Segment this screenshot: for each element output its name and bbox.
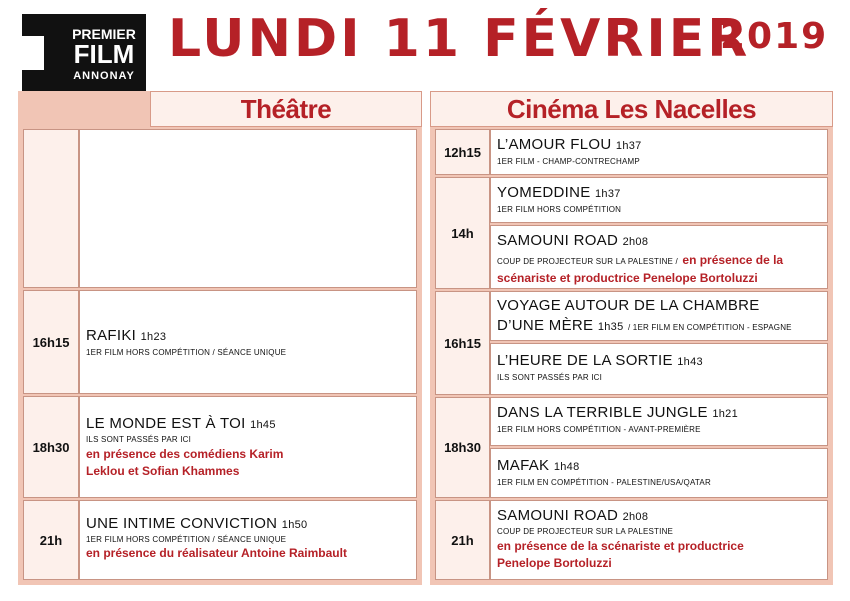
screening-entry	[79, 396, 417, 498]
film-info: 1ER FILM HORS COMPÉTITION	[497, 205, 622, 214]
film-info: 1ER FILM HORS COMPÉTITION / SÉANCE UNIQUE	[86, 535, 287, 544]
cinema-slot-time: 12h15	[435, 129, 490, 175]
film-title: L’HEURE DE LA SORTIE	[497, 352, 673, 369]
theatre-slot-empty	[79, 129, 417, 288]
cinema-slot-time: 16h15	[435, 291, 490, 395]
film-guest-note: en présence de la scénariste et productrice Penelope Bortoluzzi	[497, 253, 784, 285]
screening-entry	[490, 225, 828, 289]
film-duration: 1h23	[140, 331, 167, 343]
page-title: LUNDI 11 FÉVRIER	[168, 9, 751, 69]
cinema-slot-time: 21h	[435, 500, 490, 580]
logo-line-2: FILM	[73, 39, 135, 69]
theatre-header-label: Théâtre	[240, 94, 332, 124]
film-guest-note: en présence des comédiens Karim Leklou et Sofian Khammes	[86, 447, 284, 478]
film-info: COUP DE PROJECTEUR SUR LA PALESTINE /	[497, 257, 678, 266]
film-title: SAMOUNI ROAD	[497, 507, 619, 524]
theatre-header	[150, 91, 422, 127]
page-year: 2019	[720, 16, 829, 57]
logo-notch	[22, 36, 44, 70]
film-duration: 1h50	[281, 519, 308, 531]
film-duration: 1h21	[712, 408, 738, 420]
screening-entry	[490, 343, 828, 395]
film-guest-note: en présence du réalisateur Antoine Raimbault	[86, 546, 347, 560]
theatre-slot-time	[23, 129, 79, 288]
film-info: ILS SONT PASSÉS PAR ICI	[497, 373, 603, 382]
theatre-slot-time: 21h	[23, 500, 79, 580]
cinema-header-label: Cinéma Les Nacelles	[506, 94, 757, 124]
screening-entry	[490, 448, 828, 498]
film-title: SAMOUNI ROAD	[497, 232, 619, 249]
film-title: DANS LA TERRIBLE JUNGLE	[497, 404, 708, 421]
film-duration: 1h48	[553, 461, 580, 473]
cinema-slot-time: 18h30	[435, 397, 490, 498]
film-duration: 1h45	[250, 419, 276, 431]
film-title: MAFAK	[497, 457, 550, 474]
film-info: 1ER FILM HORS COMPÉTITION - AVANT-PREMIÈRE	[497, 425, 701, 434]
screening-entry	[490, 291, 828, 341]
screening-entry	[490, 397, 828, 446]
film-guest-note: en présence de la scénariste et productrice Penelope Bortoluzzi	[497, 539, 744, 570]
film-title: UNE INTIME CONVICTION	[86, 515, 278, 532]
film-duration: 2h08	[622, 236, 649, 248]
theatre-slot-time: 18h30	[23, 396, 79, 498]
film-info: 1ER FILM EN COMPÉTITION - PALESTINE/USA/QATAR	[497, 478, 711, 487]
film-title: LE MONDE EST À TOI	[86, 415, 246, 432]
screening-entry	[79, 290, 417, 394]
film-duration: 2h08	[622, 511, 649, 523]
screening-entry	[490, 500, 828, 580]
film-title: RAFIKI	[86, 327, 137, 344]
film-duration: 1h37	[615, 140, 642, 152]
film-info: 1ER FILM HORS COMPÉTITION / SÉANCE UNIQUE	[86, 348, 287, 357]
film-info: ILS SONT PASSÉS PAR ICI	[86, 435, 192, 444]
screening-entry	[490, 129, 828, 175]
film-title: L’AMOUR FLOU	[497, 136, 612, 153]
film-duration: 1h35	[597, 321, 624, 333]
film-info: COUP DE PROJECTEUR SUR LA PALESTINE	[497, 527, 674, 536]
logo-line-1: PREMIER	[72, 26, 136, 42]
film-duration: 1h37	[595, 188, 621, 200]
cinema-slot-time: 14h	[435, 177, 490, 289]
screening-entry	[490, 177, 828, 223]
cinema-header	[430, 91, 833, 127]
screening-entry	[79, 500, 417, 580]
film-duration: 1h43	[677, 356, 703, 368]
theatre-slot-time: 16h15	[23, 290, 79, 394]
film-info: 1ER FILM - CHAMP-CONTRECHAMP	[497, 157, 640, 166]
film-info: / 1ER FILM EN COMPÉTITION - ESPAGNE	[627, 323, 792, 332]
logo-line-3: ANNONAY	[73, 70, 135, 82]
film-title: YOMEDDINE	[497, 184, 591, 201]
film-title: VOYAGE AUTOUR DE LA CHAMBRE D’UNE MÈRE	[497, 297, 760, 334]
